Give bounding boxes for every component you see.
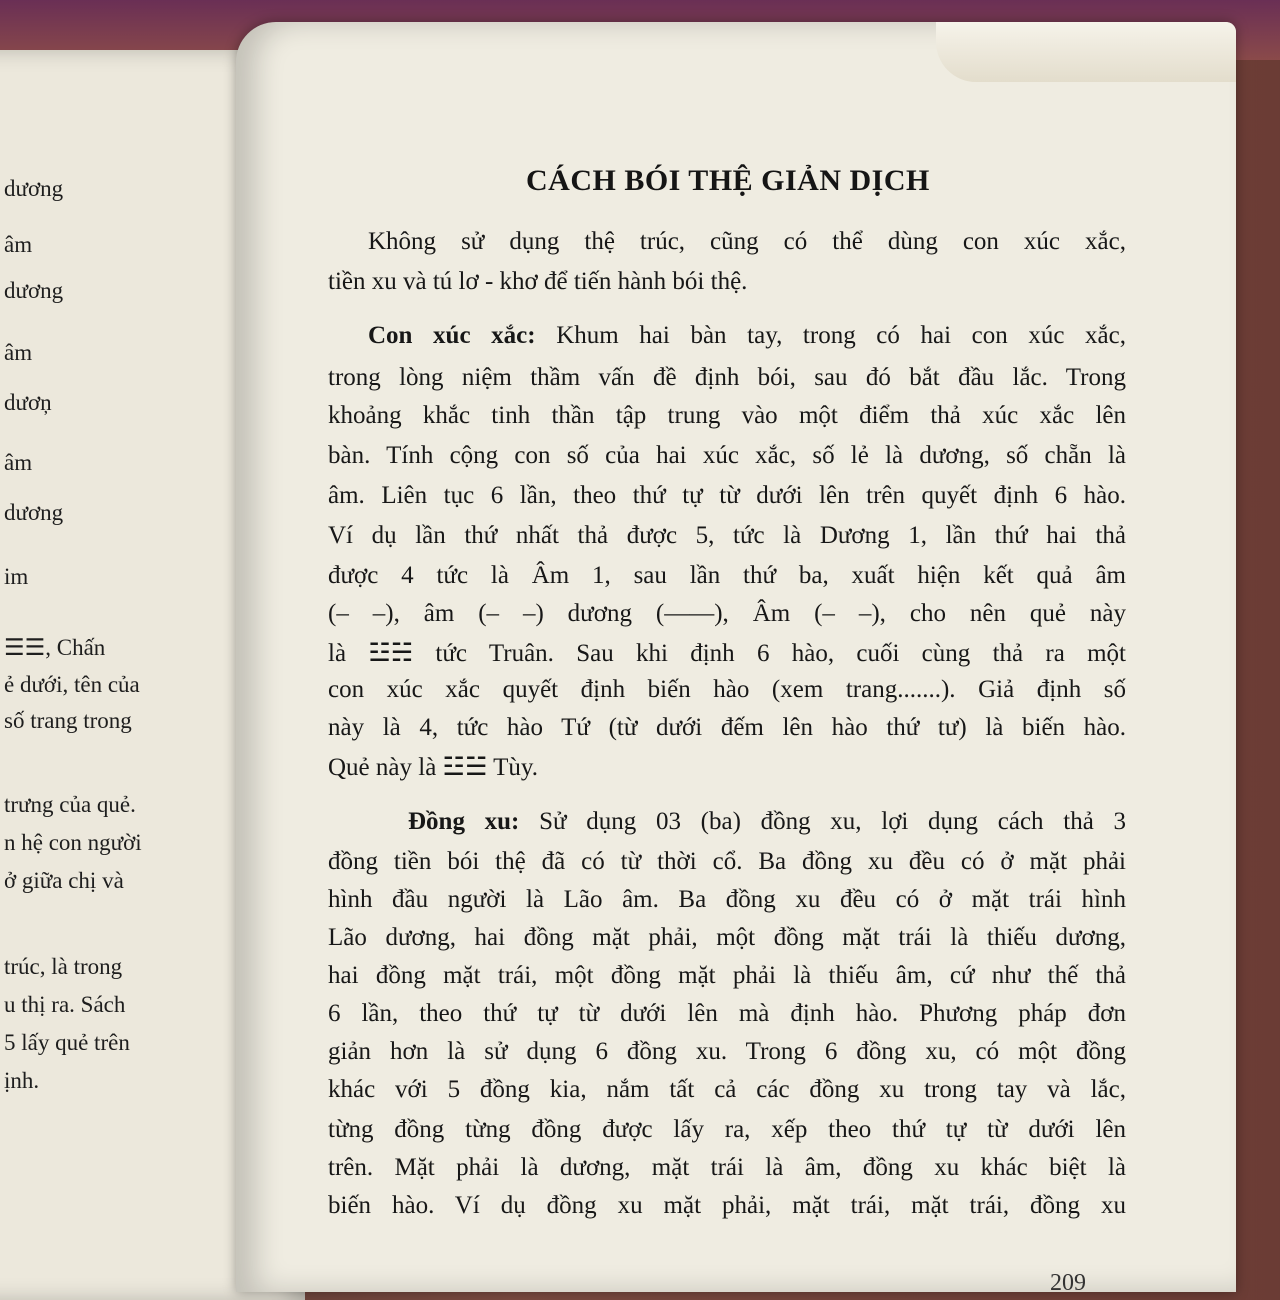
paragraph-line: Ví dụ lần thứ nhất thả được 5, tức là Dương 1, lần thứ hai thả bbox=[328, 522, 1126, 549]
paragraph-line: bàn. Tính cộng con số của hai xúc xắc, số lẻ là dương, số chẵn là bbox=[328, 442, 1126, 469]
page-number: 209 bbox=[1050, 1270, 1086, 1292]
left-line: dương bbox=[4, 278, 64, 303]
page-title: CÁCH BÓI THỆ GIẢN DỊCH bbox=[526, 164, 930, 197]
paragraph-line: (– –), âm (– –) dương (——), Âm (– –), cho nên quẻ này bbox=[328, 600, 1126, 627]
left-line: ở giữa chị và bbox=[4, 868, 124, 893]
dice-first-text: Khum hai bàn tay, trong có hai con xúc xắc, bbox=[535, 322, 1126, 349]
left-line: trúc, là trong bbox=[4, 954, 123, 979]
left-line: số trang trong bbox=[4, 708, 132, 733]
paragraph-line: là ☳☵ tức Truân. Sau khi định 6 hào, cuối cùng thả ra một bbox=[328, 640, 1126, 667]
paragraph-line: hình đầu người là Lão âm. Ba đồng xu đều có ở mặt trái hình bbox=[328, 886, 1126, 913]
left-line: ịnh. bbox=[4, 1068, 40, 1093]
paragraph-line: trong lòng niệm thầm vấn đề định bói, sau đó bắt đầu lắc. Trong bbox=[328, 364, 1126, 391]
left-line: ☰☰, Chấn bbox=[4, 635, 106, 660]
paragraph-line: từng đồng từng đồng được lấy ra, xếp theo thứ tự từ dưới lên bbox=[328, 1116, 1126, 1143]
paragraph-line: Lão dương, hai đồng mặt phải, một đồng mặt trái là thiếu dương, bbox=[328, 924, 1126, 951]
dice-paragraph-first-line bbox=[368, 322, 1126, 350]
coin-paragraph-first-line bbox=[408, 808, 1126, 836]
paragraph-line: khác với 5 đồng kia, nắm tất cả các đồng xu trong tay và lắc, bbox=[328, 1076, 1126, 1103]
left-line: im bbox=[4, 564, 29, 589]
left-line: 5 lấy quẻ trên bbox=[4, 1030, 130, 1055]
paragraph-line: Không sử dụng thệ trúc, cũng có thể dùng con xúc xắc, bbox=[368, 228, 1126, 255]
paragraph-line: trên. Mặt phải là dương, mặt trái là âm, đồng xu khác biệt là bbox=[328, 1154, 1126, 1181]
paragraph-line: con xúc xắc quyết định biến hào (xem trang.......). Giả định số bbox=[328, 676, 1126, 703]
left-line: u thị ra. Sách bbox=[4, 992, 126, 1017]
left-line: dương bbox=[4, 176, 64, 201]
left-line: âm bbox=[4, 450, 33, 475]
dice-heading: Con xúc xắc: bbox=[368, 322, 536, 349]
paragraph-line: âm. Liên tục 6 lần, theo thứ tự từ dưới lên trên quyết định 6 hào. bbox=[328, 482, 1126, 509]
paragraph-line: giản hơn là sử dụng 6 đồng xu. Trong 6 đồng xu, có một đồng bbox=[328, 1038, 1126, 1065]
paragraph-line: tiền xu và tú lơ - khơ để tiến hành bói thệ. bbox=[328, 268, 748, 295]
coin-first-text: Sử dụng 03 (ba) đồng xu, lợi dụng cách thả 3 bbox=[519, 808, 1126, 835]
paragraph-line: Quẻ này là ☳☱ Tùy. bbox=[328, 754, 539, 781]
paragraph-line: khoảng khắc tinh thần tập trung vào một điểm thả xúc xắc lên bbox=[328, 402, 1126, 429]
right-page bbox=[236, 22, 1236, 1292]
left-line: n hệ con người bbox=[4, 830, 142, 855]
paragraph-line: được 4 tức là Âm 1, sau lần thứ ba, xuất hiện kết quả âm bbox=[328, 562, 1126, 589]
left-line: ẻ dưới, tên của bbox=[4, 672, 140, 697]
paragraph-line: biến hào. Ví dụ đồng xu mặt phải, mặt trái, mặt trái, đồng xu bbox=[328, 1192, 1126, 1219]
left-line: âm bbox=[4, 340, 33, 365]
paragraph-line: 6 lần, theo thứ tự từ dưới lên mà định hào. Phương pháp đơn bbox=[328, 1000, 1126, 1027]
left-line: trưng của quẻ. bbox=[4, 792, 136, 817]
coin-heading: Đồng xu: bbox=[408, 808, 520, 835]
torn-corner bbox=[936, 22, 1236, 82]
left-line: âm bbox=[4, 232, 33, 257]
left-line: dươņ bbox=[4, 390, 52, 415]
paragraph-line: hai đồng mặt trái, một đồng mặt phải là thiếu âm, cứ như thế thả bbox=[328, 962, 1126, 989]
paragraph-line: đồng tiền bói thệ đã có từ thời cổ. Ba đồng xu đều có ở mặt phải bbox=[328, 848, 1126, 875]
paragraph-line: này là 4, tức hào Tứ (từ dưới đếm lên hào thứ tư) là biến hào. bbox=[328, 714, 1126, 741]
left-line: dương bbox=[4, 500, 64, 525]
